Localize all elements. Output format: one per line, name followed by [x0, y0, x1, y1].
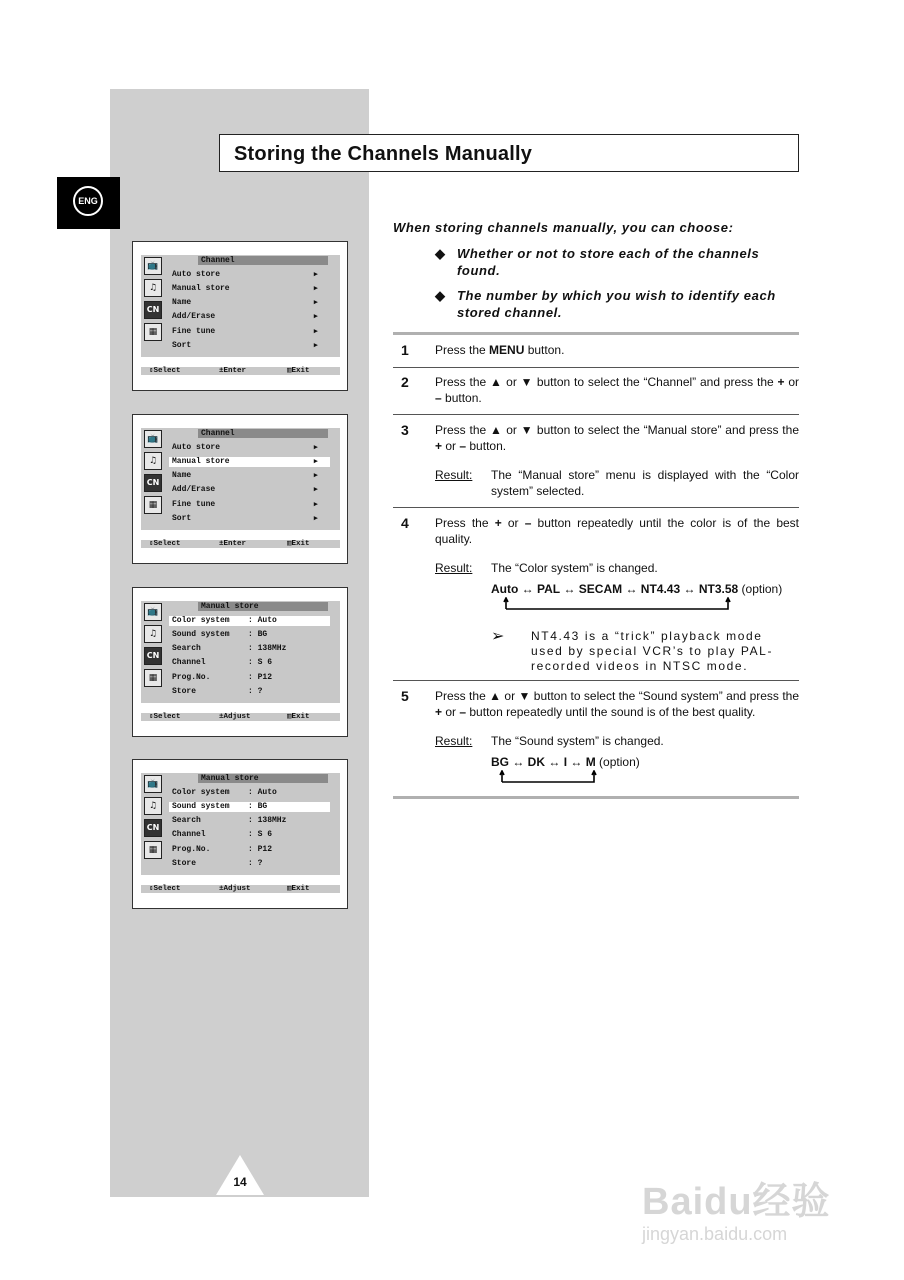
intro — [393, 220, 803, 329]
osd-menu-item: Manual store ▶ — [172, 284, 318, 293]
step-3: 3 Press the ▲ or ▼ button to select the “Manual store” and press the + or – button. Result: The “Manual store” menu is displayed with the “Color system” selected. — [401, 422, 799, 498]
step-divider — [393, 414, 799, 415]
step-number: 4 — [401, 515, 409, 531]
osd-menu-item: Channel : S 6 — [172, 830, 273, 839]
watermark — [640, 1150, 890, 1260]
arrow-right-icon: ▶ — [313, 515, 318, 523]
step-number: 5 — [401, 688, 409, 704]
watermark-brand: Baidu经验 — [642, 1181, 831, 1223]
osd-footer: ⇕Select ±Enter ▥Exit — [141, 540, 340, 548]
osd-menu-title: Manual store — [198, 602, 328, 611]
tv-icon: 📺 — [144, 430, 162, 448]
osd-menu-item: Add/Erase ▶ — [172, 312, 318, 321]
title-box — [219, 134, 799, 172]
osd-menu-item: Store : ? — [172, 687, 263, 696]
diamond-icon: ◆ — [435, 246, 446, 261]
osd-menu-item: Sound system : BG — [172, 630, 268, 639]
result-text: The “Sound system” is changed. — [491, 734, 664, 748]
osd-screen-1 — [132, 241, 348, 391]
osd-menu-item: Add/Erase ▶ — [172, 485, 318, 494]
osd-menu-item: Auto store ▶ — [172, 443, 318, 452]
osd-menu-item: Name ▶ — [172, 298, 318, 307]
tv-icon: 📺 — [144, 775, 162, 793]
tv-icon: 📺 — [144, 257, 162, 275]
result-text: The “Color system” is changed. — [491, 561, 658, 575]
step-4: 4 Press the + or – button repeatedly until the color is of the best quality. Result: The “Color system” is changed. Auto ↔ PAL ↔ SECAM ↔ NT4.43 ↔ NT3.58 (option) ➢ NT4.43 is a “trick” playback mode used by special VCR’s to play PAL-recorded videos in NTSC mode. — [401, 515, 799, 673]
arrow-right-icon: ▶ — [313, 299, 318, 307]
result-label: Result: — [435, 561, 473, 575]
arrow-right-icon: ▶ — [313, 501, 318, 509]
setup-icon: ▦ — [144, 323, 162, 341]
osd-menu-item: Fine tune ▶ — [172, 500, 318, 509]
osd-menu-item: Auto store ▶ — [172, 270, 318, 279]
osd-footer: ⇕Select ±Enter ▥Exit — [141, 367, 340, 375]
step-2: 2 Press the ▲ or ▼ button to select the “Channel” and press the + or – button. — [401, 374, 799, 405]
osd-menu-item: Search : 138MHz — [172, 816, 287, 825]
osd-menu-item: Prog.No. : P12 — [172, 845, 273, 854]
osd-menu-item: Fine tune ▶ — [172, 327, 318, 336]
arrow-right-icon: ▶ — [313, 285, 318, 293]
arrow-right-icon: ▶ — [313, 444, 318, 452]
osd-menu-item: Sort ▶ — [172, 514, 318, 523]
osd-menu-item: Store : ? — [172, 859, 263, 868]
step-divider — [393, 507, 799, 508]
watermark-url: jingyan.baidu.com — [642, 1224, 788, 1244]
arrow-right-icon: ▶ — [313, 472, 318, 480]
channel-icon: CN — [144, 647, 162, 665]
intro-lead: When storing channels manually, you can choose: — [393, 220, 734, 235]
menu-key: MENU — [489, 343, 525, 357]
result-text: The “Manual store” menu is displayed with the “Color system” selected. — [491, 468, 799, 498]
osd-menu-item: Name ▶ — [172, 471, 318, 480]
channel-icon: CN — [144, 819, 162, 837]
intro-bullet: ◆ Whether or not to store each of the channels found. — [435, 246, 760, 278]
setup-icon: ▦ — [144, 496, 162, 514]
result-label: Result: — [435, 734, 473, 748]
setup-icon: ▦ — [144, 669, 162, 687]
result-label: Result: — [435, 468, 473, 482]
arrow-right-icon: ▶ — [313, 342, 318, 350]
osd-screen-3 — [132, 587, 348, 737]
osd-screen-2 — [132, 414, 348, 564]
step-number: 1 — [401, 342, 409, 358]
music-icon: ♫ — [144, 452, 162, 470]
cycle-arrow-icon — [503, 597, 743, 611]
sound-system-sequence: BG ↔ DK ↔ I ↔ M (option) — [491, 754, 640, 769]
osd-menu-item: Color system : Auto — [172, 788, 277, 797]
step-5: 5 Press the ▲ or ▼ button to select the “Sound system” and press the + or – button repeatedly until the sound is of the best quality. Result: The “Sound system” is changed. BG ↔ DK ↔ I ↔ M (option) — [393, 689, 799, 784]
osd-menu-item-selected: Manual store ▶ — [169, 457, 330, 467]
tv-icon: 📺 — [144, 603, 162, 621]
step-number: 3 — [401, 422, 409, 438]
osd-screen-4 — [132, 759, 348, 909]
osd-menu-item: Prog.No. : P12 — [172, 673, 273, 682]
music-icon: ♫ — [144, 797, 162, 815]
setup-icon: ▦ — [144, 841, 162, 859]
section-rule-top — [393, 332, 799, 335]
music-icon: ♫ — [144, 279, 162, 297]
eng-badge: ENG — [73, 186, 103, 216]
intro-bullet: ◆ The number by which you wish to identify each stored channel. — [435, 288, 776, 320]
osd-footer: ⇕Select ±Adjust ▥Exit — [141, 885, 340, 893]
osd-menu-item: Channel : S 6 — [172, 658, 273, 667]
step-1: 1 Press the MENU button. — [401, 342, 565, 358]
arrow-right-icon: ▶ — [313, 328, 318, 336]
language-tab — [57, 177, 120, 229]
osd-menu-item-selected: Sound system : BG — [169, 802, 330, 812]
page-title: Storing the Channels Manually — [234, 143, 533, 165]
osd-menu-title: Channel — [198, 256, 328, 265]
diamond-icon: ◆ — [435, 288, 446, 303]
osd-menu-item: Sort ▶ — [172, 341, 318, 350]
osd-menu-item-selected: Color system : Auto — [169, 616, 330, 626]
osd-menu-item: Search : 138MHz — [172, 644, 287, 653]
osd-menu-title: Manual store — [198, 774, 328, 783]
step-divider — [393, 680, 799, 681]
arrow-right-icon: ▶ — [313, 271, 318, 279]
osd-menu-title: Channel — [198, 429, 328, 438]
channel-icon: CN — [144, 474, 162, 492]
note-text: NT4.43 is a “trick” playback mode used by special VCR’s to play PAL-recorded videos in NTSC mode. — [531, 629, 774, 673]
channel-icon: CN — [144, 301, 162, 319]
cycle-arrow-icon — [499, 770, 619, 784]
arrow-right-icon: ▶ — [313, 458, 318, 466]
page-number: 14 — [233, 1175, 247, 1189]
arrow-right-icon: ▶ — [313, 486, 318, 494]
section-rule-bottom — [393, 796, 799, 799]
note-arrow-icon: ➢ — [491, 628, 507, 645]
osd-footer: ⇕Select ±Adjust ▥Exit — [141, 713, 340, 721]
arrow-right-icon: ▶ — [313, 313, 318, 321]
color-system-sequence: Auto ↔ PAL ↔ SECAM ↔ NT4.43 ↔ NT3.58 (option) — [491, 581, 783, 596]
note — [491, 629, 799, 674]
step-number: 2 — [401, 374, 409, 390]
step-divider — [393, 367, 799, 368]
music-icon: ♫ — [144, 625, 162, 643]
